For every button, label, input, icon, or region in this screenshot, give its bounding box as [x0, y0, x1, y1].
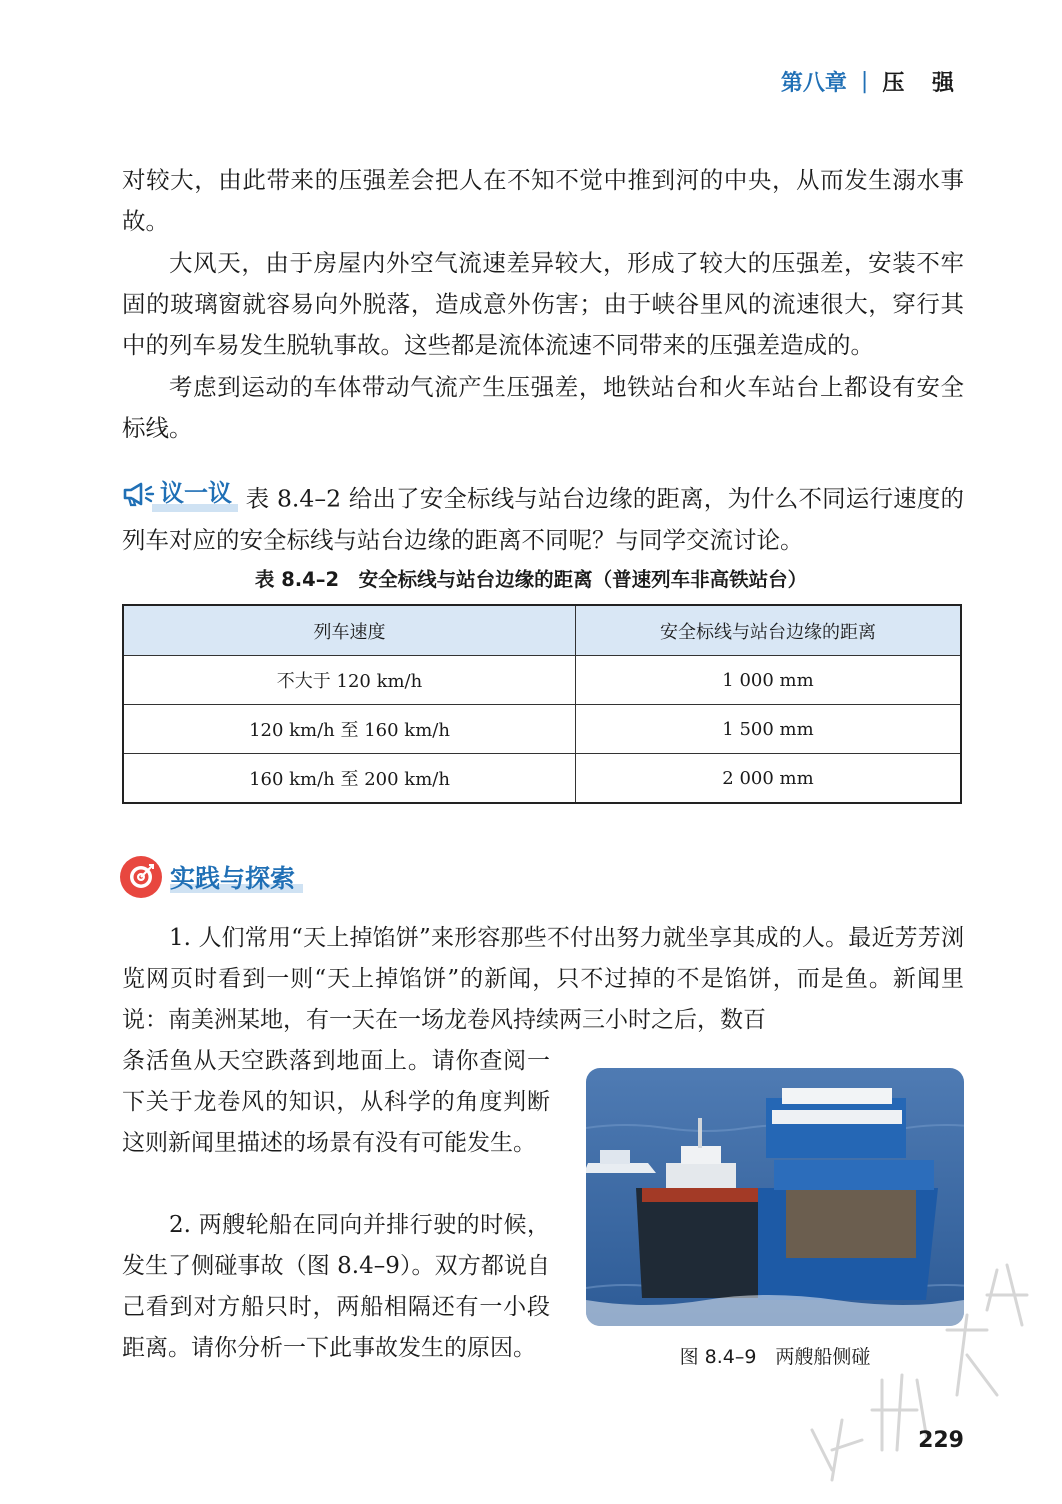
figure-caption: 图 8.4–9 两艘船侧碰	[679, 1346, 871, 1368]
discussion-block	[122, 473, 964, 561]
paragraph-2: 大风天，由于房屋内外空气流速差异较大，形成了较大的压强差，安装不牢固的玻璃窗就容易向外脱落，造成意外伤害；由于峡谷里风的流速很大，穿行其中的列车易发生脱轨事故。这些都是流体流速不同带来的压强差造成的。	[122, 249, 964, 359]
table-cell: 不大于 120 km/h	[123, 656, 576, 705]
paragraph-3: 考虑到运动的车体带动气流产生压强差，地铁站台和火车站台上都设有安全标线。	[122, 373, 964, 442]
table-header-row	[123, 605, 961, 656]
paragraph-1: 对较大，由此带来的压强差会把人在不知不觉中推到河的中央，从而发生溺水事故。	[122, 166, 964, 235]
page-number: 229	[918, 1428, 964, 1453]
distance-table	[122, 604, 962, 804]
table-header-cell: 安全标线与站台边缘的距离	[576, 605, 962, 656]
table-cell: 1 500 mm	[576, 705, 962, 754]
table-cell: 160 km/h 至 200 km/h	[123, 754, 576, 804]
running-header	[781, 66, 964, 97]
chapter-label: 第八章	[780, 71, 847, 96]
header-separator: |	[860, 69, 869, 94]
section-heading	[120, 856, 303, 898]
chapter-title: 压 强	[882, 71, 964, 96]
table-header-cell: 列车速度	[123, 605, 576, 656]
discussion-text: 表 8.4–2 给出了安全标线与站台边缘的距离，为什么不同运行速度的列车对应的安全标线与站台边缘的距离不同呢？与同学交流讨论。	[122, 484, 964, 554]
target-icon	[120, 856, 162, 898]
table-cell: 2 000 mm	[576, 754, 962, 804]
megaphone-icon	[122, 481, 156, 507]
ships-collision-photo	[586, 1068, 964, 1326]
practice-item-2: 2. 两艘轮船在同向并排行驶的时候，发生了侧碰事故（图 8.4–9）。双方都说自己看到对方船只时，两船相隔还有一小段距离。请你分析一下此事故发生的原因。	[122, 1212, 550, 1361]
table-row	[123, 705, 961, 754]
practice-item-1: 1. 人们常用“天上掉馅饼”来形容那些不付出努力就坐享其成的人。最近芳芳浏览网页时看到一则“天上掉馅饼”的新闻，只不过掉的不是馅饼，而是鱼。新闻里说：南美洲某地，有一天在一场龙卷风持续两三小时之后，数百	[122, 925, 964, 1033]
section-title: 实践与探索	[170, 859, 303, 895]
practice-item-1-continued: 条活鱼从天空跌落到地面上。请你查阅一下关于龙卷风的知识，从科学的角度判断这则新闻里描述的场景有没有可能发生。	[122, 1048, 550, 1156]
table-row	[123, 656, 961, 705]
table-caption: 表 8.4–2 安全标线与站台边缘的距离（普速列车非高铁站台）	[254, 568, 808, 591]
table-row	[123, 754, 961, 804]
table-cell: 1 000 mm	[576, 656, 962, 705]
table-cell: 120 km/h 至 160 km/h	[123, 705, 576, 754]
discussion-tag-label: 议一议	[160, 479, 232, 507]
discussion-tag	[122, 473, 238, 514]
